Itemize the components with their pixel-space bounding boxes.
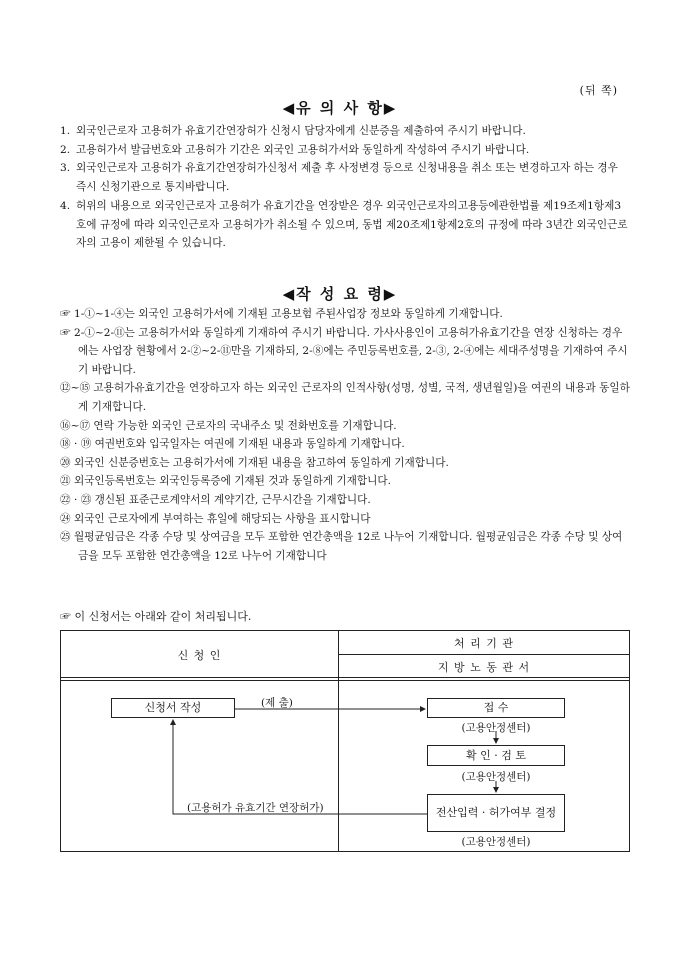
guide-item: ㉑ 외국인등록번호는 외국인등록증에 기재된 것과 동일하게 기재합니다.: [60, 475, 391, 488]
note-number: 4.: [60, 199, 71, 212]
submit-label: (제 출): [261, 697, 293, 709]
applicant-header: 신 청 인: [177, 649, 222, 662]
guide-item: ㉕ 월평균임금은 각종 수당 및 상여금을 모두 포함한 연간총액을 12로 나누어 기재합니다. 월평균임금은 각종 수당 및 상여금을 모두 포함한 연간총액을 12로 나누어 기재합니다: [60, 531, 623, 562]
note-text: 고용허가서 발급번호와 고용허가 기간은 외국인 고용허가서와 동일하게 작성하여 주시기 바랍니다.: [76, 143, 530, 156]
note-number: 2.: [60, 143, 71, 156]
guide-item: ⑳ 외국인 신분증번호는 고용허가서에 기재된 내용을 참고하여 동일하게 기재합니다.: [60, 456, 449, 469]
note-text: 외국인근로자 고용허가 유효기간연장허가 신청시 담당자에게 신분증을 제출하여 주시기 바랍니다.: [76, 125, 526, 137]
decision-step-box: 전산입력 · 허가여부 결정: [427, 794, 565, 832]
decision-step-office: (고용안정센터): [461, 836, 531, 848]
note-item: [60, 159, 630, 196]
note-text: 외국인근로자 고용허가 유효기간연장허가신청서 제출 후 사정변경 등으로 신청내용을 취소 또는 변경하고자 하는 경우 즉시 신청기관으로 통지바랍니다.: [76, 162, 618, 194]
receipt-step-office: (고용안정센터): [461, 722, 531, 734]
page-side-label: (뒤 쪽): [579, 84, 618, 97]
guide-item: ☞ 2-①~2-⑪는 고용허가서와 동일하게 기재하여 주시기 바랍니다. 가사사용인이 고용허가유효기간을 연장 신청하는 경우에는 사업장 현황에서 2-②~2-⑪만을 기재하되, 2-⑧에는 주민등록번호를, 2-③, 2-④에는 세대주성명을 기재하여 주시기 바랍니다.: [60, 326, 628, 376]
notes-heading: ◀유 의 사 항▶: [282, 99, 398, 117]
guide-item: ㉔ 외국인 근로자에게 부여하는 휴일에 해당되는 사항을 표시합니다: [60, 512, 371, 525]
guide-item: ⑫~⑮ 고용허가유효기간을 연장하고자 하는 외국인 근로자의 인적사항(성명, 성별, 국적, 생년월일)을 여권의 내용과 동일하게 기재합니다.: [60, 382, 630, 413]
notes-list: [60, 122, 630, 253]
review-step-box: 확 인 · 검 토: [427, 745, 565, 766]
note-item: [60, 141, 630, 160]
apply-step-box: 신청서 작성: [111, 698, 235, 718]
guide-item: ⑯~⑰ 연락 가능한 외국인 근로자의 국내주소 및 전화번호를 기재합니다.: [60, 419, 397, 432]
note-item: [60, 197, 630, 253]
guide-item: ㉒ · ㉓ 갱신된 표준근로계약서의 계약기간, 근무시간을 기재합니다.: [60, 493, 371, 506]
note-text: 허위의 내용으로 외국인근로자 고용허가 유효기간을 연장받은 경우 외국인근로자의고용등에관한법률 제19조제1항제3호에 규정에 따라 외국인근로자 고용허가가 취소될 수 있으며, 동법 제20조제1항제2호의 규정에 따라 3년간 외국인근로자의 고용이 제한될 수 있습니다.: [76, 199, 628, 250]
agency-subheader: 지 방 노 동 관 서: [437, 661, 531, 674]
agency-header: 처 리 기 관: [454, 637, 514, 650]
review-step-office: (고용안정센터): [461, 771, 531, 783]
receipt-step-box: 접 수: [427, 698, 565, 718]
guide-item: ☞ 1-①~1-④는 외국인 고용허가서에 기재된 고용보험 주된사업장 정보와 동일하게 기재합니다.: [60, 308, 503, 320]
process-note: ☞ 이 신청서는 아래와 같이 처리됩니다.: [60, 610, 252, 623]
note-number: 3.: [60, 162, 71, 175]
note-number: 1.: [60, 125, 71, 137]
guide-heading: ◀작 성 요 령▶: [282, 285, 398, 303]
note-item: [60, 122, 630, 141]
return-label: (고용허가 유효기간 연장허가): [187, 802, 324, 814]
process-flowchart: [60, 630, 630, 852]
flow-arrows: [61, 631, 631, 853]
return-arrow: [173, 720, 427, 814]
guide-item: ⑱ · ⑲ 여권번호와 입국일자는 여권에 기재된 내용과 동일하게 기재합니다.: [60, 438, 405, 451]
guide-list: [60, 305, 630, 565]
